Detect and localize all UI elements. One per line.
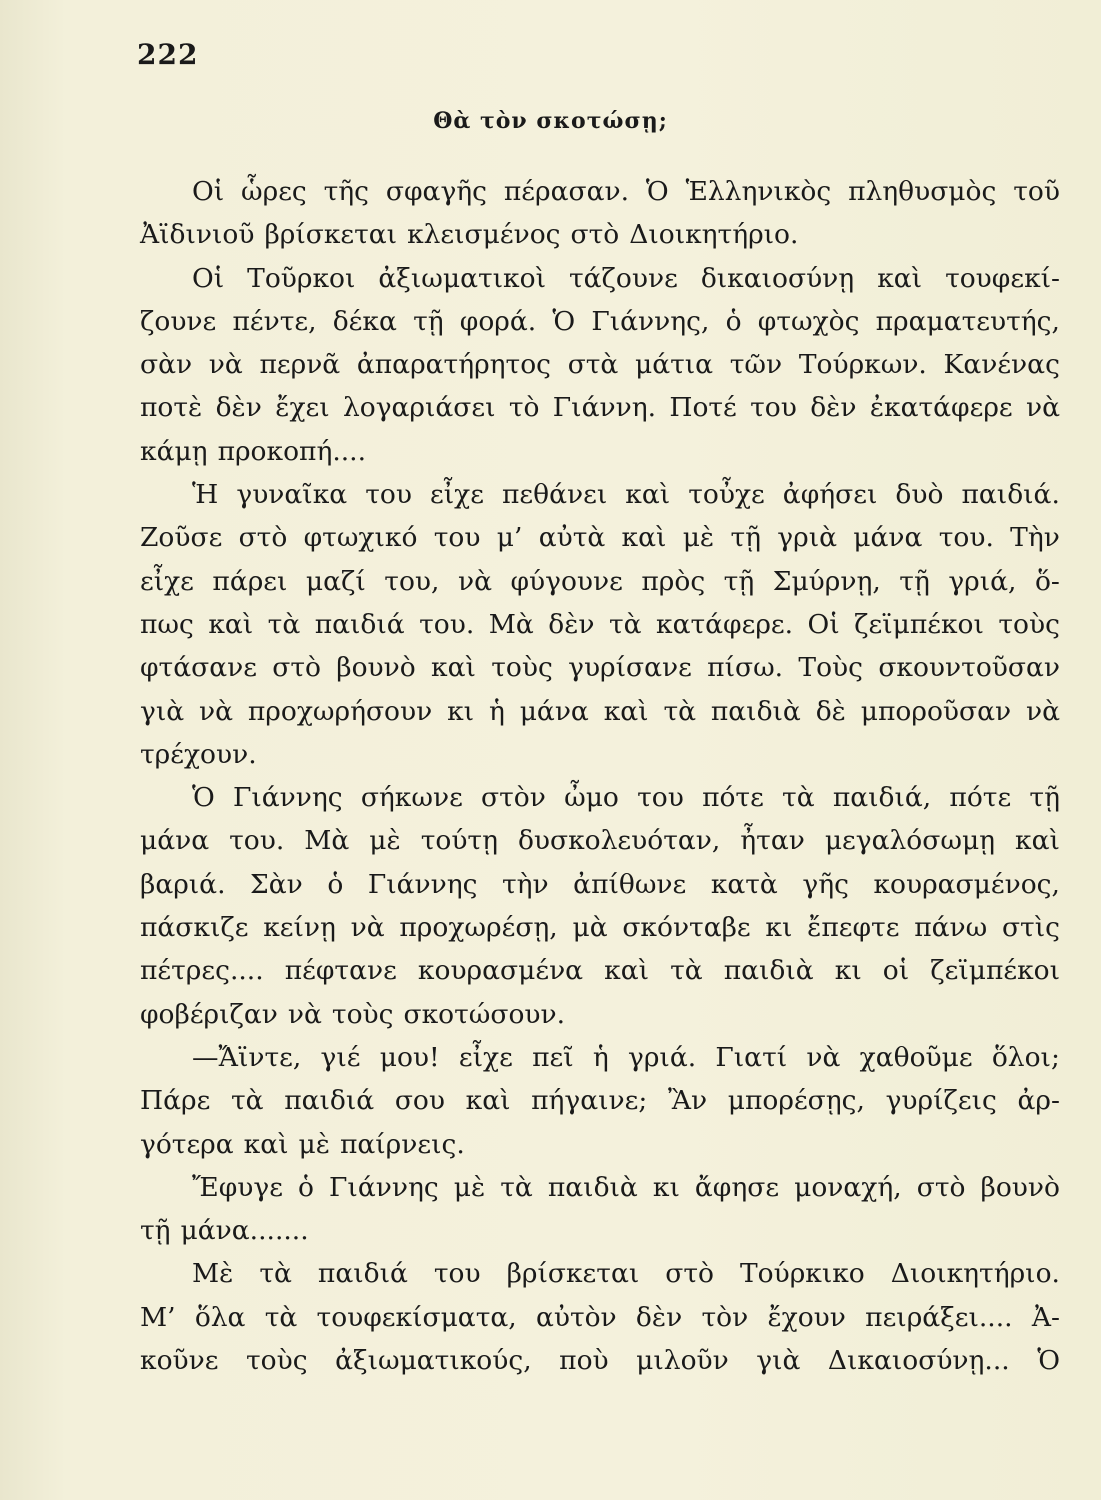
text-line: γιὰ νὰ προχωρήσουν κι ἡ μάνα καὶ τὰ παιδιὰ δὲ μποροῦσαν νὰ: [140, 695, 1060, 727]
body-text: [140, 170, 1060, 1382]
text-line: κάμῃ προκοπή....: [140, 435, 367, 467]
text-line: μάνα του. Μὰ μὲ τούτῃ δυσκολευόταν, ἦταν μεγαλόσωμῃ καὶ: [140, 825, 1060, 857]
text-line: τῇ μάνα.......: [140, 1215, 309, 1247]
text-line: ποτὲ δὲν ἔχει λογαριάσει τὸ Γιάννη. Ποτέ του δὲν ἐκατάφερε νὰ: [140, 392, 1060, 424]
text-line: Οἱ ὧρες τῆς σφαγῆς πέρασαν. Ὁ Ἑλληνικὸς πληθυσμὸς τοῦ: [192, 176, 1060, 207]
text-line: Ἡ γυναῖκα του εἶχε πεθάνει καὶ τοὖχε ἀφήσει δυὸ παιδιά.: [192, 479, 1060, 511]
text-line: Ὁ Γιάννης σήκωνε στὸν ὦμο του πότε τὰ παιδιά, πότε τῇ: [192, 782, 1060, 814]
text-line: βαριά. Σὰν ὁ Γιάννης τὴν ἀπίθωνε κατὰ γῆς κουρασμένος,: [140, 868, 1060, 900]
text-line: Πάρε τὰ παιδιά σου καὶ πήγαινε; Ἂν μπορέσῃς, γυρίζεις ἀρ-: [140, 1085, 1060, 1117]
text-line: κοῦνε τοὺς ἀξιωματικούς, ποὺ μιλοῦν γιὰ Δικαιοσύνῃ... Ὁ: [140, 1345, 1060, 1377]
text-line: Ἔφυγε ὁ Γιάννης μὲ τὰ παιδιὰ κι ἄφησε μοναχή, στὸ βουνὸ: [192, 1171, 1060, 1203]
page-number: 222: [137, 38, 199, 71]
text-line: πως καὶ τὰ παιδιά του. Μὰ δὲν τὰ κατάφερε. Οἱ ζεϊμπέκοι τοὺς: [140, 608, 1060, 640]
text-line: —Ἄϊντε, γιέ μου! εἶχε πεῖ ἡ γριά. Γιατί νὰ χαθοῦμε ὅλοι;: [192, 1041, 1060, 1073]
section-heading: Θὰ τὸν σκοτώσῃ;: [433, 108, 668, 134]
text-line: Ζοῦσε στὸ φτωχικό του μ’ αὐτὰ καὶ μὲ τῇ γριὰ μάνα του. Τὴν: [140, 522, 1060, 554]
text-line: φοβέριζαν νὰ τοὺς σκοτώσουν.: [140, 998, 566, 1030]
text-line: σὰν νὰ περνᾶ ἀπαρατήρητος στὰ μάτια τῶν Τούρκων. Κανένας: [140, 349, 1060, 381]
text-line: Μ’ ὅλα τὰ τουφεκίσματα, αὐτὸν δὲν τὸν ἔχουν πειράξει.... Ἀ-: [140, 1301, 1060, 1333]
text-line: ζουνε πέντε, δέκα τῇ φορά. Ὁ Γιάννης, ὁ φτωχὸς πραματευτής,: [140, 305, 1060, 337]
text-line: Οἱ Τοῦρκοι ἀξιωματικοὶ τάζουνε δικαιοσύνῃ καὶ τουφεκί-: [192, 262, 1060, 294]
text-line: φτάσανε στὸ βουνὸ καὶ τοὺς γυρίσανε πίσω. Τοὺς σκουντοῦσαν: [140, 652, 1060, 684]
text-line: Μὲ τὰ παιδιά του βρίσκεται στὸ Τούρκικο Διοικητήριο.: [192, 1258, 1060, 1290]
text-line: τρέχουν.: [140, 738, 257, 770]
text-line: Ἀϊδινιοῦ βρίσκεται κλεισμένος στὸ Διοικητήριο.: [140, 219, 799, 251]
text-line: πέτρες.... πέφτανε κουρασμένα καὶ τὰ παιδιὰ κι οἱ ζεϊμπέκοι: [140, 955, 1060, 987]
text-line: εἶχε πάρει μαζί του, νὰ φύγουνε πρὸς τῇ Σμύρνῃ, τῇ γριά, ὅ-: [140, 565, 1060, 597]
text-line: γότερα καὶ μὲ παίρνεις.: [140, 1128, 465, 1160]
text-line: πάσκιζε κείνῃ νὰ προχωρέσῃ, μὰ σκόνταβε κι ἔπεφτε πάνω στὶς: [140, 912, 1060, 944]
